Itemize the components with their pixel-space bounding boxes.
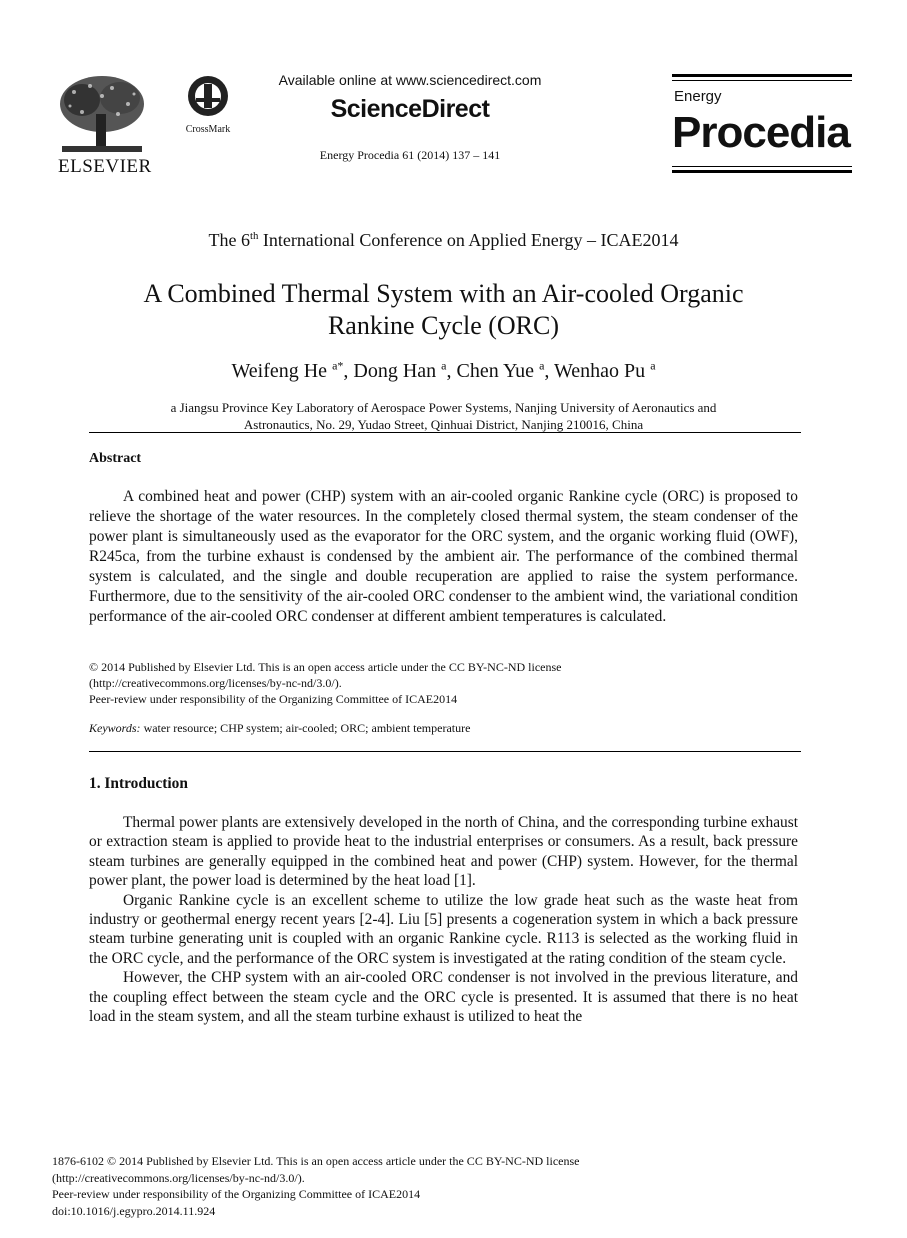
journal-name-big: Procedia bbox=[672, 108, 850, 157]
paper-title: A Combined Thermal System with an Air-cooled Organic Rankine Cycle (ORC) bbox=[143, 279, 744, 340]
intro-paragraph: Organic Rankine cycle is an excellent scheme to utilize the low grade heat such as the waste heat from industry or geothermal energy recent years [2-4]. Liu [5] presents a cogeneration system in which a back pressure steam turbine generating unit is coupled with an organic Rankine cycle. R113 is selected as the working fluid in the ORC cycle, and the performance of the ORC system is investigated at the rating condition of the steam cycle. bbox=[89, 891, 798, 967]
conference-line: The 6th International Conference on Applied Energy – ICAE2014 bbox=[208, 230, 679, 250]
intro-body bbox=[89, 813, 798, 1026]
sciencedirect-block bbox=[230, 72, 590, 163]
doi[interactable]: doi:10.1016/j.egypro.2014.11.924 bbox=[52, 1203, 216, 1218]
license-link[interactable]: (http://creativecommons.org/licenses/by-nc-nd/3.0/). bbox=[89, 676, 342, 690]
author-list: Weifeng He $^{a*}$, Dong Han $^a$, Chen Yue $^a$, Wenhao Pu $^a$ bbox=[231, 358, 656, 382]
license-block: © 2014 Published by Elsevier Ltd. This is an open access article under the CC BY-NC-ND license (http://creativecommons.org/licenses/by-nc-nd/3.0/). Peer-review under responsibility of the Organizing Committee of ICAE2014 bbox=[89, 659, 801, 707]
divider-bottom bbox=[89, 751, 801, 752]
keywords: Keywords: water resource; CHP system; air-cooled; ORC; ambient temperature bbox=[89, 721, 471, 735]
intro-heading: 1. Introduction bbox=[89, 775, 188, 792]
sciencedirect-wordmark: ScienceDirect bbox=[330, 95, 490, 123]
crossmark-label: CrossMark bbox=[185, 124, 231, 135]
intro-paragraph: Thermal power plants are extensively developed in the north of China, and the corresponding turbine exhaust or extraction steam is applied to provide heat to the industrial enterprises or consumers. As a result, back pressure steam turbines are generally equipped in the combined heat and power (CHP) system. However, for the thermal power plant, the power load is determined by the heat load [1]. bbox=[89, 814, 798, 890]
elsevier-logo bbox=[52, 74, 152, 177]
journal-name-small: Energy bbox=[674, 88, 722, 105]
crossmark-badge[interactable] bbox=[180, 74, 236, 134]
journal-citation: Energy Procedia 61 (2014) 137 – 141 bbox=[319, 148, 501, 162]
elsevier-tree-icon bbox=[52, 74, 152, 154]
affiliation: a Jiangsu Province Key Laboratory of Aerospace Power Systems, Nanjing University of Aeronautics and Astronautics, No. 29, Yudao Street, Qinhuai District, Nanjing 210016, China bbox=[170, 400, 717, 432]
footer-license-link[interactable]: (http://creativecommons.org/licenses/by-nc-nd/3.0/). bbox=[52, 1170, 305, 1185]
elsevier-wordmark: ELSEVIER bbox=[58, 156, 152, 177]
abstract-text: A combined heat and power (CHP) system with an air-cooled organic Rankine cycle (ORC) is proposed to relieve the shortage of the water resources. In the completely closed thermal system, the steam condenser of the power plant is simultaneously used as the evaporator for the ORC system, and the organic working fluid (OWF), R245ca, from the turbine exhaust is condensed by the ambient air. The performance of the combined thermal system is calculated, and the single and double recuperation are applied to raise the system performance. Furthermore, due to the sensitivity of the air-cooled ORC condenser to the ambient wind, the variational condition performance of the air-cooled ORC condenser at different ambient temperatures is calculated. bbox=[89, 488, 798, 625]
footer-block: 1876-6102 © 2014 Published by Elsevier Ltd. This is an open access article under the CC BY-NC-ND license (http://creativecommons.org/licenses/by-nc-nd/3.0/). Peer-review under responsibility of the Organizing Committee of ICAE2014 doi:10.1016/j.egypro.2014.11.924 bbox=[52, 1153, 772, 1219]
energy-procedia-logo bbox=[672, 74, 852, 178]
available-online: Available online at www.sciencedirect.com bbox=[278, 72, 542, 88]
crossmark-icon bbox=[186, 74, 230, 118]
divider-top bbox=[89, 432, 801, 433]
intro-paragraph: However, the CHP system with an air-cooled ORC condenser is not involved in the previous literature, and the coupling effect between the steam cycle and the ORC cycle is presented. It is assumed that there is no heat load in the steam system, and all the steam turbine exhaust is utilized to heat the bbox=[89, 969, 798, 1026]
abstract-heading: Abstract bbox=[89, 451, 142, 466]
